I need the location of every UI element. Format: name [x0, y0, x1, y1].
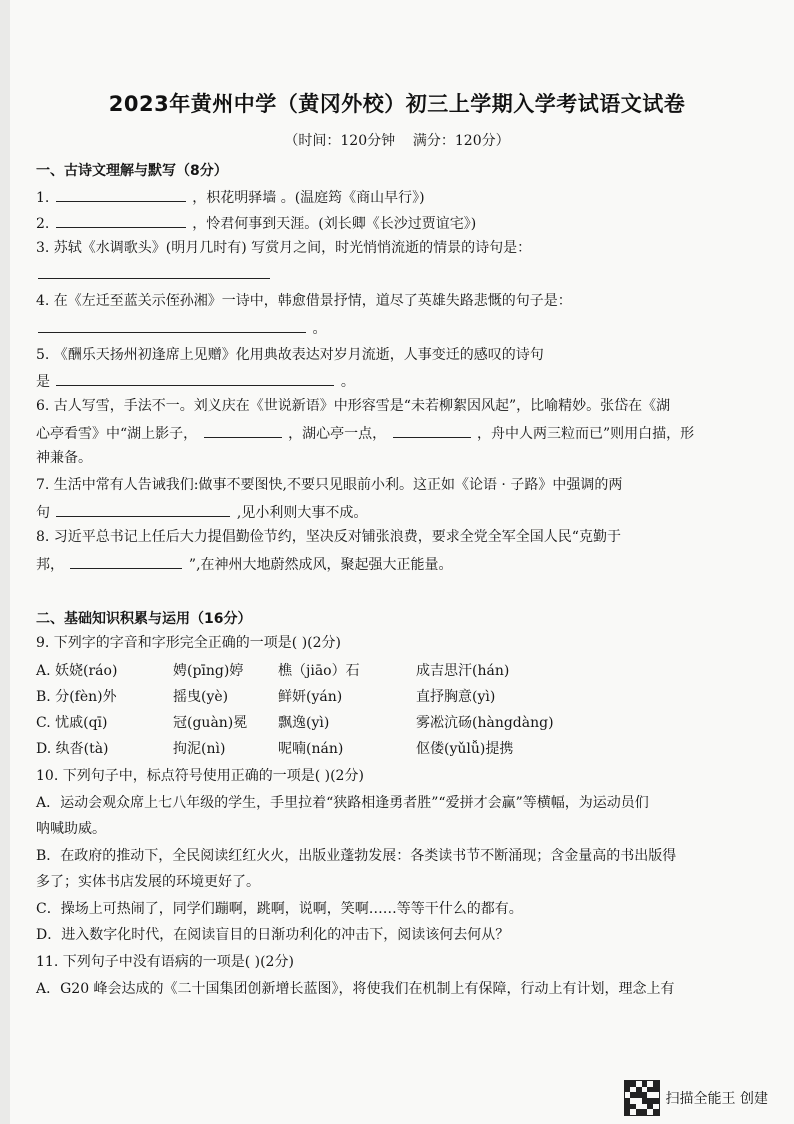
question-8-answer: [36, 554, 453, 574]
question-7: 7. 生活中常有人告诫我们:做事不要图快,不要只见眼前小利。这正如《论语 · 子路》中强调的两: [36, 477, 623, 493]
page-title: 2023年黄州中学（黄冈外校）初三上学期入学考试语文试卷: [108, 92, 686, 116]
period: 。: [340, 374, 355, 390]
answer-blank[interactable]: [393, 423, 471, 438]
exam-info: （时间：120分钟 满分：120分）: [284, 133, 510, 149]
option-item: 伛偻(yǔlǚ)提携: [416, 741, 514, 757]
question-10-option-a: A．运动会观众席上七八年级的学生，手里拉着“狭路相逢勇者胜”“爱拼才会赢”等横幅，为运动员们: [36, 795, 649, 811]
answer-blank[interactable]: [56, 502, 230, 517]
period: 。: [312, 321, 327, 337]
question-1: [36, 187, 425, 207]
question-6-line3: 神兼备。: [36, 450, 92, 466]
section-heading-2: 二、基础知识积累与运用（16分）: [36, 611, 252, 627]
option-item: 成吉思汗(hán): [416, 663, 510, 679]
question-text: ”,在神州大地蔚然成风，聚起强大正能量。: [188, 557, 453, 573]
answer-blank[interactable]: [204, 423, 282, 438]
option-item: 拘泥(nì): [173, 741, 226, 757]
question-text: ，怜君何事到天涯。(刘长卿《长沙过贾谊宅》): [192, 216, 477, 232]
question-10-option-c: C．操场上可热闹了，同学们蹦啊，跳啊，说啊，笑啊……等等干什么的都有。: [36, 901, 523, 917]
question-4: 4. 在《左迁至蓝关示侄孙湘》一诗中，韩愈借景抒情，道尽了英雄失路悲慨的句子是：: [36, 293, 572, 309]
option-item: 樵（jiāo）石: [278, 663, 360, 679]
question-10-option-d: D．进入数字化时代，在阅读盲目的日渐功利化的冲击下，阅读该何去何从？: [36, 927, 510, 943]
question-2: [36, 213, 476, 233]
question-5-answer: [36, 371, 355, 391]
option-item: 鲜妍(yán): [278, 689, 343, 705]
option-item: A. 妖娆(ráo): [36, 663, 118, 679]
question-11-option-a: A．G20 峰会达成的《二十国集团创新增长蓝图》，将使我们在机制上有保障，行动上有计划，理念上有: [36, 981, 675, 997]
question-6: 6. 古人写雪，手法不一。刘义庆在《世说新语》中形容雪是“未若柳絮因风起”，比喻精妙。张岱在《湖: [36, 398, 671, 414]
question-text: ,见小利则大事不成。: [236, 505, 368, 521]
question-text: ，湖心亭一点，: [288, 426, 387, 442]
section-heading-1: 一、古诗文理解与默写（8分）: [36, 163, 228, 179]
option-item: 雾凇沆砀(hàngdàng): [416, 715, 554, 731]
option-item: 冠(guàn)冕: [173, 715, 248, 731]
answer-blank[interactable]: [56, 187, 186, 202]
answer-blank[interactable]: [38, 264, 270, 279]
option-item: 娉(pīng)婷: [173, 663, 244, 679]
question-7-answer: [36, 502, 367, 522]
question-4-answer: [36, 318, 326, 338]
question-text: ，舟中人两三粒而已”则用白描，形: [476, 426, 695, 442]
question-8: 8. 习近平总书记上任后大力提倡勤俭节约，坚决反对铺张浪费，要求全党全军全国人民“克勤于: [36, 529, 621, 545]
question-11-stem: 11. 下列句子中没有语病的一项是( )(2分): [36, 954, 294, 970]
option-item: 飘逸(yì): [278, 715, 330, 731]
answer-blank[interactable]: [56, 371, 334, 386]
question-text: 心亭看雪》中“湖上影子，: [36, 426, 198, 442]
question-5: 5. 《酬乐天扬州初逢席上见赠》化用典故表达对岁月流逝，人事变迁的感叹的诗句: [36, 347, 544, 363]
question-6-line2: [36, 423, 694, 443]
question-9-stem: 9. 下列字的字音和字形完全正确的一项是( )(2分): [36, 635, 342, 651]
question-number: 2.: [36, 216, 50, 232]
answer-blank[interactable]: [56, 213, 186, 228]
qr-code-icon: [624, 1080, 660, 1116]
option-item: 直抒胸意(yì): [416, 689, 496, 705]
scanner-label: 扫描全能王 创建: [665, 1091, 768, 1107]
question-text: 是: [36, 374, 50, 390]
answer-blank[interactable]: [70, 554, 182, 569]
option-item: C. 忧戚(qī): [36, 715, 108, 731]
question-10-option-a-cont: 呐喊助威。: [36, 821, 106, 837]
question-3-answer: [36, 264, 272, 284]
scan-shadow: [0, 0, 10, 1124]
question-10-option-b-cont: 多了；实体书店发展的环境更好了。: [36, 874, 260, 890]
question-10-stem: 10. 下列句子中，标点符号使用正确的一项是( )(2分): [36, 768, 364, 784]
question-text: ，枳花明驿墙 。(温庭筠《商山早行》): [192, 190, 425, 206]
option-item: 呢喃(nán): [278, 741, 344, 757]
question-3: 3. 苏轼《水调歌头》(明月几时有) 写赏月之间，时光悄悄流逝的情景的诗句是：: [36, 240, 532, 256]
question-text: 邦，: [36, 557, 64, 573]
answer-blank[interactable]: [38, 318, 306, 333]
question-text: 句: [36, 505, 50, 521]
scanner-watermark: [624, 1080, 768, 1116]
option-item: 摇曳(yè): [173, 689, 229, 705]
question-number: 1.: [36, 190, 50, 206]
question-10-option-b: B．在政府的推动下，全民阅读红红火火，出版业蓬勃发展：各类读书节不断涌现；含金量高的书出版得: [36, 848, 677, 864]
option-item: B. 分(fèn)外: [36, 689, 117, 705]
option-item: D. 纨沓(tà): [36, 741, 109, 757]
